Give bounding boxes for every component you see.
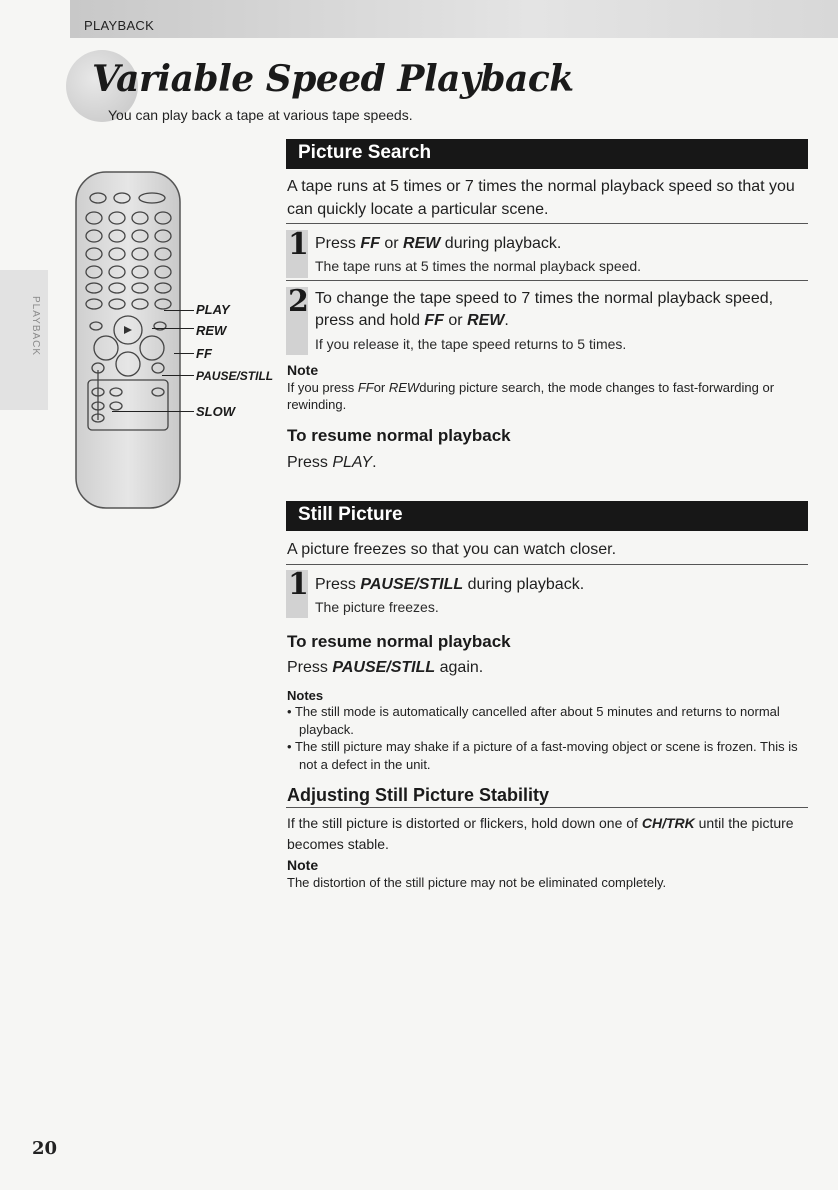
stability-instruction: If the still picture is distorted or flickers, hold down one of CH/TRK until the picture becomes stable. (287, 815, 794, 852)
resume-heading-2: To resume normal playback (287, 632, 511, 651)
header-band (70, 0, 838, 38)
step-2-detail: If you release it, the tape speed returns to 5 times. (315, 336, 627, 352)
section-label: PLAYBACK (84, 18, 155, 33)
resume-heading-1: To resume normal playback (287, 426, 511, 445)
pause-leader-line (162, 375, 194, 376)
step-1-instruction: Press FF or REW during playback. (315, 235, 562, 252)
picture-search-intro: A tape runs at 5 times or 7 times the normal playback speed so that you can quickly locate a particular scene. (287, 178, 795, 218)
side-tab-label: PLAYBACK (30, 296, 41, 357)
page-number: 20 (32, 1138, 58, 1159)
picture-search-note: If you press FFor REWduring picture search, the mode changes to fast-forwarding or rewinding. (287, 380, 775, 412)
stability-note: The distortion of the still picture may not be eliminated completely. (287, 875, 667, 890)
remote-illustration (62, 170, 292, 540)
still-notes-heading: Notes (287, 688, 324, 703)
step-2-instruction: To change the tape speed to 7 times the normal playback speed, press and hold FF or REW. (315, 290, 774, 329)
divider (286, 223, 808, 224)
picture-search-heading-bar (286, 139, 808, 169)
remote-label-rew: REW (196, 323, 227, 338)
remote-control-icon (62, 170, 292, 540)
page-title: Variable Speed Playback (92, 58, 574, 100)
play-leader-line (164, 310, 194, 311)
remote-label-play: PLAY (196, 302, 230, 317)
resume-instruction-2: Press PAUSE/STILL again. (287, 659, 484, 676)
divider (286, 807, 808, 808)
still-picture-heading: Still Picture (298, 504, 403, 525)
step-1-number: 1 (288, 227, 309, 262)
resume-instruction-1: Press PLAY. (287, 454, 377, 471)
divider (286, 280, 808, 281)
remote-label-slow: SLOW (196, 404, 235, 419)
remote-label-pause-still: PAUSE/STILL (196, 369, 274, 383)
still-step-1-number: 1 (288, 567, 309, 602)
slow-leader-line (112, 411, 194, 412)
step-2-number: 2 (288, 284, 309, 319)
ff-leader-line (174, 353, 194, 354)
stability-heading: Adjusting Still Picture Stability (287, 785, 550, 805)
stability-note-heading: Note (287, 857, 319, 873)
still-step-1-instruction: Press PAUSE/STILL during playback. (315, 576, 585, 593)
step-1-detail: The tape runs at 5 times the normal playback speed. (315, 258, 642, 274)
still-picture-heading-bar (286, 501, 808, 531)
page-subtitle: You can play back a tape at various tape speeds. (108, 107, 413, 123)
still-picture-intro: A picture freezes so that you can watch closer. (287, 541, 617, 558)
remote-label-ff: FF (196, 346, 212, 361)
rew-leader-line (152, 328, 194, 329)
picture-search-heading: Picture Search (298, 142, 432, 163)
still-note-2: • The still picture may shake if a picture of a fast-moving object or scene is frozen. This is not a defect in the unit. (287, 739, 798, 772)
still-note-1: • The still mode is automatically cancelled after about 5 minutes and returns to normal playback. (287, 704, 780, 737)
still-step-1-detail: The picture freezes. (315, 599, 439, 615)
picture-search-note-heading: Note (287, 362, 319, 378)
divider (286, 564, 808, 565)
